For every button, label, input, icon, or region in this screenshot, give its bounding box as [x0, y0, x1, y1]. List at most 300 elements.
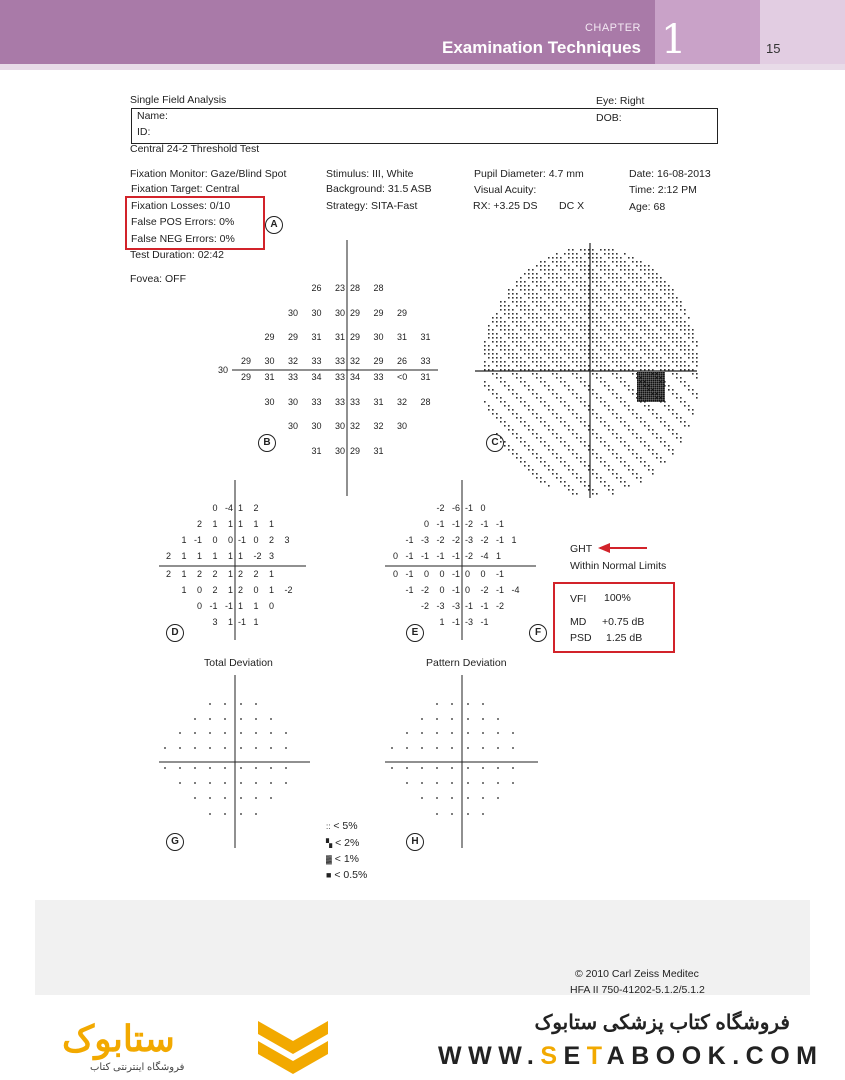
greyscale-dot — [512, 333, 514, 335]
greyscale-dot — [664, 349, 666, 351]
age: Age: 68 — [629, 201, 666, 213]
greyscale-dot — [532, 357, 534, 359]
greyscale-dot — [496, 393, 498, 395]
greyscale-dot — [524, 289, 526, 291]
blind-spot-dot — [661, 400, 663, 402]
greyscale-dot — [572, 349, 574, 351]
greyscale-dot — [524, 321, 526, 323]
greyscale-dot — [572, 429, 574, 431]
greyscale-dot — [524, 401, 526, 403]
greyscale-dot — [616, 257, 618, 259]
greyscale-dot — [504, 333, 506, 335]
grid-value: 0 — [212, 535, 218, 545]
greyscale-dot — [680, 369, 682, 371]
greyscale-dot — [572, 261, 574, 263]
greyscale-dot — [592, 369, 594, 371]
greyscale-dot — [500, 369, 502, 371]
greyscale-dot — [652, 309, 654, 311]
blind-spot-dot — [639, 396, 641, 398]
greyscale-dot — [660, 321, 662, 323]
blind-spot-dot — [663, 392, 665, 394]
blind-spot-dot — [653, 378, 655, 380]
greyscale-dot — [680, 317, 682, 319]
greyscale-dot — [608, 345, 610, 347]
greyscale-dot — [620, 457, 622, 459]
blind-spot-dot — [639, 378, 641, 380]
greyscale-dot — [620, 441, 622, 443]
blind-spot-dot — [637, 378, 639, 380]
blind-spot-dot — [655, 374, 657, 376]
greyscale-dot — [608, 449, 610, 451]
greyscale-dot — [556, 361, 558, 363]
greyscale-dot — [492, 393, 494, 395]
greyscale-dot — [552, 309, 554, 311]
greyscale-dot — [628, 269, 630, 271]
greyscale-dot — [536, 413, 538, 415]
greyscale-dot — [600, 365, 602, 367]
greyscale-dot — [624, 365, 626, 367]
greyscale-dot — [484, 345, 486, 347]
grid-value: 28 — [420, 397, 431, 407]
greyscale-dot — [628, 429, 630, 431]
greyscale-dot — [632, 333, 634, 335]
total-probability-dots — [164, 703, 287, 815]
grid-value: -1 — [480, 617, 489, 627]
greyscale-dot — [500, 401, 502, 403]
greyscale-dot — [620, 257, 622, 259]
probability-dot — [482, 782, 484, 784]
greyscale-dot — [548, 285, 550, 287]
grid-value: 3 — [284, 535, 290, 545]
greyscale-dot — [508, 369, 510, 371]
greyscale-dot — [548, 293, 550, 295]
greyscale-dot — [520, 381, 522, 383]
grid-value: 23 — [334, 283, 345, 293]
greyscale-dot — [660, 285, 662, 287]
greyscale-dot — [636, 277, 638, 279]
greyscale-dot — [548, 317, 550, 319]
greyscale-dot — [556, 317, 558, 319]
greyscale-dot — [516, 313, 518, 315]
blind-spot-dot — [651, 398, 653, 400]
greyscale-dot — [672, 333, 674, 335]
greyscale-dot — [608, 365, 610, 367]
greyscale-dot — [484, 365, 486, 367]
greyscale-dot — [612, 317, 614, 319]
greyscale-dot — [556, 341, 558, 343]
greyscale-dot — [524, 273, 526, 275]
greyscale-dot — [668, 429, 670, 431]
greyscale-dot — [492, 409, 494, 411]
probability-dot — [467, 732, 469, 734]
probability-dot — [255, 732, 257, 734]
blind-spot-dot — [663, 400, 665, 402]
greyscale-dot — [540, 281, 542, 283]
greyscale-dot — [524, 309, 526, 311]
greyscale-dot — [608, 385, 610, 387]
grid-value: 30 — [287, 397, 298, 407]
greyscale-dot — [636, 301, 638, 303]
grid-value: 33 — [334, 356, 345, 366]
greyscale-dot — [572, 281, 574, 283]
blind-spot-dot — [643, 376, 645, 378]
greyscale-dot — [644, 333, 646, 335]
grid-value: -1 — [238, 535, 247, 545]
greyscale-dot — [508, 333, 510, 335]
probability-dot — [436, 813, 438, 815]
greyscale-dot — [576, 453, 578, 455]
greyscale-dot — [524, 445, 526, 447]
greyscale-dot — [640, 285, 642, 287]
greyscale-dot — [520, 317, 522, 319]
greyscale-dot — [552, 301, 554, 303]
greyscale-dot — [644, 301, 646, 303]
blind-spot-dot — [639, 380, 641, 382]
greyscale-dot — [528, 325, 530, 327]
greyscale-dot — [680, 441, 682, 443]
greyscale-dot — [628, 325, 630, 327]
greyscale-dot — [612, 489, 614, 491]
greyscale-dot — [648, 305, 650, 307]
greyscale-dot — [516, 361, 518, 363]
blind-spot-dot — [653, 374, 655, 376]
greyscale-dot — [536, 393, 538, 395]
greyscale-dot — [600, 341, 602, 343]
greyscale-dot — [592, 449, 594, 451]
greyscale-dot — [584, 421, 586, 423]
greyscale-dot — [556, 393, 558, 395]
greyscale-dot — [564, 481, 566, 483]
greyscale-dot — [628, 469, 630, 471]
greyscale-dot — [676, 297, 678, 299]
greyscale-dot — [552, 349, 554, 351]
blind-spot-dot — [647, 374, 649, 376]
greyscale-dot — [620, 369, 622, 371]
probability-dot — [270, 718, 272, 720]
label-c: C — [486, 434, 504, 452]
grid-value: -2 — [465, 551, 474, 561]
vfi-label: VFI — [570, 593, 587, 605]
greyscale-dot — [552, 257, 554, 259]
greyscale-dot — [528, 469, 530, 471]
grid-value: -1 — [436, 551, 445, 561]
greyscale-dot — [568, 445, 570, 447]
greyscale-dot — [536, 397, 538, 399]
blind-spot-dot — [643, 386, 645, 388]
greyscale-dot — [604, 365, 606, 367]
blind-spot-dot — [659, 374, 661, 376]
greyscale-dot — [608, 277, 610, 279]
greyscale-dot — [656, 273, 658, 275]
blind-spot-dot — [643, 382, 645, 384]
greyscale-dot — [492, 361, 494, 363]
greyscale-dot — [500, 357, 502, 359]
probability-dot — [451, 718, 453, 720]
greyscale-dot — [632, 337, 634, 339]
greyscale-dot — [608, 305, 610, 307]
greyscale-dot — [556, 413, 558, 415]
probability-dot — [224, 732, 226, 734]
greyscale-dot — [584, 293, 586, 295]
greyscale-dot — [492, 373, 494, 375]
greyscale-dot — [564, 369, 566, 371]
greyscale-dot — [668, 445, 670, 447]
greyscale-dot — [628, 353, 630, 355]
label-h: H — [406, 833, 424, 851]
greyscale-dot — [668, 297, 670, 299]
greyscale-dot — [568, 489, 570, 491]
greyscale-dot — [632, 409, 634, 411]
greyscale-dot — [616, 317, 618, 319]
greyscale-dot — [540, 397, 542, 399]
store-website[interactable]: WWW.SETABOOK.COM — [438, 1042, 824, 1070]
greyscale-dot — [648, 405, 650, 407]
greyscale-dot — [644, 465, 646, 467]
greyscale-dot — [628, 317, 630, 319]
greyscale-dot — [520, 441, 522, 443]
blind-spot-dot — [639, 390, 641, 392]
grid-value: 0 — [423, 569, 429, 579]
greyscale-dot — [536, 437, 538, 439]
greyscale-dot — [628, 329, 630, 331]
greyscale-dot — [540, 457, 542, 459]
blind-spot-dot — [651, 390, 653, 392]
greyscale-dot — [620, 269, 622, 271]
greyscale-dot — [644, 445, 646, 447]
greyscale-dot — [524, 461, 526, 463]
greyscale-dot — [632, 297, 634, 299]
date: Date: 16-08-2013 — [629, 168, 711, 180]
probability-dot — [512, 782, 514, 784]
greyscale-dot — [652, 473, 654, 475]
greyscale-dot — [676, 317, 678, 319]
greyscale-dot — [504, 325, 506, 327]
greyscale-dot — [636, 297, 638, 299]
greyscale-dot — [528, 309, 530, 311]
greyscale-dot — [648, 425, 650, 427]
greyscale-dot — [512, 433, 514, 435]
greyscale-dot — [536, 281, 538, 283]
greyscale-dot — [560, 461, 562, 463]
greyscale-dot — [484, 381, 486, 383]
greyscale-dot — [628, 309, 630, 311]
greyscale-dot — [564, 313, 566, 315]
greyscale-dot — [548, 405, 550, 407]
greyscale-dot — [656, 361, 658, 363]
greyscale-dot — [588, 409, 590, 411]
greyscale-dot — [512, 297, 514, 299]
grid-value: -1 — [451, 569, 460, 579]
greyscale-dot — [600, 361, 602, 363]
greyscale-dot — [676, 337, 678, 339]
greyscale-dot — [680, 365, 682, 367]
greyscale-dot — [588, 309, 590, 311]
greyscale-dot — [572, 289, 574, 291]
blind-spot-dot — [643, 388, 645, 390]
greyscale-dot — [584, 301, 586, 303]
greyscale-dot — [632, 257, 634, 259]
greyscale-dot — [552, 373, 554, 375]
greyscale-dot — [668, 385, 670, 387]
greyscale-dot — [560, 317, 562, 319]
blind-spot-dot — [643, 374, 645, 376]
greyscale-dot — [620, 317, 622, 319]
chapter-label: CHAPTER — [584, 22, 641, 34]
greyscale-dot — [624, 301, 626, 303]
blind-spot-dot — [651, 378, 653, 380]
greyscale-dot — [584, 341, 586, 343]
greyscale-dot — [680, 341, 682, 343]
probability-dot — [482, 732, 484, 734]
greyscale-dot — [596, 273, 598, 275]
greyscale-dot — [652, 273, 654, 275]
greyscale-dot — [520, 377, 522, 379]
greyscale-dot — [568, 405, 570, 407]
blind-spot-dot — [639, 388, 641, 390]
blind-spot-dot — [643, 384, 645, 386]
greyscale-dot — [624, 385, 626, 387]
probability-dot — [406, 782, 408, 784]
greyscale-dot — [624, 321, 626, 323]
greyscale-dot — [676, 437, 678, 439]
greyscale-dot — [588, 273, 590, 275]
greyscale-dot — [572, 389, 574, 391]
greyscale-dot — [516, 301, 518, 303]
greyscale-dot — [576, 477, 578, 479]
greyscale-dot — [520, 325, 522, 327]
greyscale-dot — [672, 289, 674, 291]
greyscale-dot — [656, 285, 658, 287]
greyscale-dot — [628, 277, 630, 279]
greyscale-dot — [572, 361, 574, 363]
blind-spot-dot — [657, 398, 659, 400]
greyscale-dot — [576, 273, 578, 275]
greyscale-dot — [648, 357, 650, 359]
greyscale-dot — [604, 445, 606, 447]
greyscale-dot — [608, 489, 610, 491]
greyscale-dot — [684, 401, 686, 403]
greyscale-dot — [652, 433, 654, 435]
grid-value: 2 — [212, 585, 218, 595]
greyscale-dot — [572, 297, 574, 299]
greyscale-dot — [500, 365, 502, 367]
greyscale-dot — [648, 309, 650, 311]
greyscale-dot — [580, 249, 582, 251]
greyscale-dot — [668, 289, 670, 291]
blind-spot-dot — [637, 394, 639, 396]
setabook-logo: ستابوک — [62, 1018, 175, 1059]
greyscale-dot — [680, 401, 682, 403]
probability-dot — [255, 718, 257, 720]
probability-dot — [482, 813, 484, 815]
greyscale-dot — [532, 293, 534, 295]
greyscale-dot — [584, 345, 586, 347]
greyscale-dot — [584, 289, 586, 291]
greyscale-dot — [592, 281, 594, 283]
label-d: D — [166, 624, 184, 642]
greyscale-dot — [588, 277, 590, 279]
greyscale-dot — [548, 309, 550, 311]
greyscale-dot — [592, 409, 594, 411]
greyscale-dot — [648, 465, 650, 467]
greyscale-dot — [648, 469, 650, 471]
greyscale-dot — [544, 385, 546, 387]
greyscale-dot — [548, 429, 550, 431]
greyscale-dot — [580, 417, 582, 419]
greyscale-dot — [504, 441, 506, 443]
greyscale-dot — [516, 357, 518, 359]
greyscale-dot — [484, 401, 486, 403]
probability-dot — [270, 732, 272, 734]
greyscale-dot — [548, 409, 550, 411]
greyscale-dot — [648, 325, 650, 327]
greyscale-dot — [556, 373, 558, 375]
blind-spot-dot — [651, 386, 653, 388]
greyscale-dot — [652, 329, 654, 331]
greyscale-dot — [668, 293, 670, 295]
blind-spot-dot — [639, 382, 641, 384]
greyscale-dot — [660, 417, 662, 419]
greyscale-dot — [628, 369, 630, 371]
greyscale-dot — [588, 317, 590, 319]
greyscale-dot — [672, 429, 674, 431]
blind-spot-dot — [653, 384, 655, 386]
probability-dot — [436, 782, 438, 784]
greyscale-dot — [672, 413, 674, 415]
greyscale-dot — [584, 265, 586, 267]
blind-spot-dot — [645, 374, 647, 376]
greyscale-dot — [548, 369, 550, 371]
greyscale-dot — [616, 473, 618, 475]
greyscale-dot — [544, 313, 546, 315]
greyscale-dot — [536, 473, 538, 475]
greyscale-dot — [588, 297, 590, 299]
greyscale-dot — [540, 317, 542, 319]
greyscale-dot — [532, 409, 534, 411]
setabook-logo-subtitle: فروشگاه اینترنتی کتاب — [90, 1062, 185, 1073]
greyscale-dot — [644, 269, 646, 271]
grid-value: -2 — [480, 585, 489, 595]
greyscale-dot — [572, 333, 574, 335]
blind-spot-dot — [647, 380, 649, 382]
greyscale-dot — [584, 325, 586, 327]
greyscale-dot — [568, 337, 570, 339]
vfi-value: 100% — [604, 592, 631, 604]
greyscale-dot — [676, 301, 678, 303]
grid-value: 29 — [240, 356, 251, 366]
greyscale-dot — [500, 341, 502, 343]
greyscale-dot — [580, 421, 582, 423]
blind-spot-dot — [657, 384, 659, 386]
greyscale-dot — [548, 269, 550, 271]
greyscale-dot — [516, 297, 518, 299]
greyscale-dot — [660, 309, 662, 311]
greyscale-dot — [588, 285, 590, 287]
time: Time: 2:12 PM — [629, 184, 697, 196]
greyscale-dot — [536, 357, 538, 359]
greyscale-dot — [644, 321, 646, 323]
greyscale-dot — [568, 269, 570, 271]
greyscale-dot — [600, 249, 602, 251]
blind-spot-dot — [645, 372, 647, 374]
probability-dot — [270, 767, 272, 769]
greyscale-dot — [692, 361, 694, 363]
greyscale-dot — [604, 305, 606, 307]
greyscale-dot — [596, 357, 598, 359]
greyscale-dot — [624, 361, 626, 363]
greyscale-dot — [500, 381, 502, 383]
greyscale-dot — [524, 313, 526, 315]
